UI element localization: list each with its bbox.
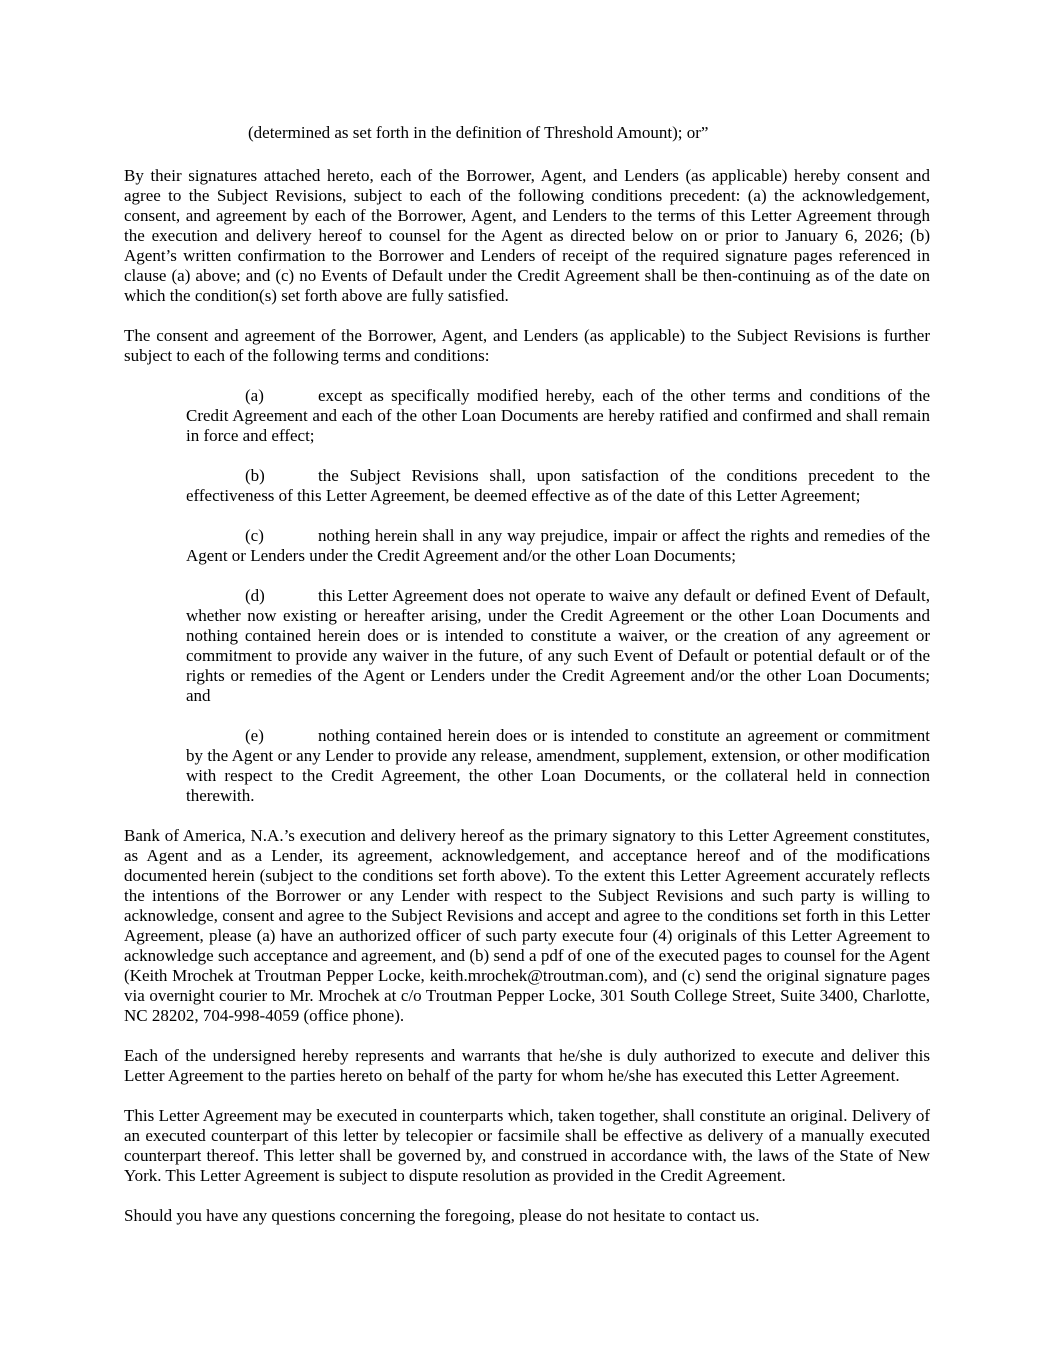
clause-b-marker: (b) xyxy=(245,466,265,485)
clause-b-text: the Subject Revisions shall, upon satisfaction of the conditions precedent to the effectiveness of this Letter Agreement, be deemed effective as of the date of this Letter Agreement; xyxy=(186,466,930,505)
clause-e-marker: (e) xyxy=(245,726,264,745)
paragraph-further-terms-intro: The consent and agreement of the Borrower, Agent, and Lenders (as applicable) to the Subject Revisions is further subject to each of the following terms and conditions: xyxy=(124,326,930,365)
paragraph-closing-questions: Should you have any questions concerning the foregoing, please do not hesitate to contact us. xyxy=(124,1206,760,1225)
clause-c-text: nothing herein shall in any way prejudice, impair or affect the rights and remedies of the Agent or Lenders under the Credit Agreement and/or the other Loan Documents; xyxy=(186,526,930,565)
clause-c-marker: (c) xyxy=(245,526,264,545)
clause-b xyxy=(186,466,930,506)
clause-e xyxy=(186,726,930,806)
paragraph-execution-instructions: Bank of America, N.A.’s execution and delivery hereof as the primary signatory to this Letter Agreement constitutes, as Agent and as a Lender, its agreement, acknowledgement, and acceptance hereof and of the modifications documented herein (subject to the conditions set forth above). To the extent this Letter Agreement accurately reflects the intentions of the Borrower or any Lender with respect to the Subject Revisions and such party is willing to acknowledge, consent and agree to the Subject Revisions and accept and agree to the conditions set forth in this Letter Agreement, please (a) have an authorized officer of such party execute four (4) originals of this Letter Agreement to acknowledge such acceptance and agreement, and (b) send a pdf of one of the executed pages to counsel for the Agent (Keith Mrochek at Troutman Pepper Locke, keith.mrochek@troutman.com), and (c) send the original signature pages via overnight courier to Mr. Mrochek at c/o Troutman Pepper Locke, 301 South College Street, Suite 3400, Charlotte, NC 28202, 704-998-4059 (office phone). xyxy=(124,826,930,1025)
paragraph-authority-representation: Each of the undersigned hereby represents and warrants that he/she is duly authorized to execute and deliver this Letter Agreement to the parties hereto on behalf of the party for whom he/she has executed this Letter Agreement. xyxy=(124,1046,930,1085)
paragraph-consent-conditions-precedent: By their signatures attached hereto, each of the Borrower, Agent, and Lenders (as applicable) hereby consent and agree to the Subject Revisions, subject to each of the following conditions precedent: (a) the acknowledgement, consent, and agreement by each of the Borrower, Agent, and Lenders to the terms of this Letter Agreement through the execution and delivery hereof to counsel for the Agent as directed below on or prior to January 6, 2026; (b) Agent’s written confirmation to the Borrower and Lenders of receipt of the required signature pages referenced in clause (a) above; and (c) no Events of Default under the Credit Agreement shall be then-continuing as of the date on which the condition(s) set forth above are fully satisfied. xyxy=(124,166,930,305)
clause-d-marker: (d) xyxy=(245,586,265,605)
clause-e-text: nothing contained herein does or is intended to constitute an agreement or commitment by the Agent or any Lender to provide any release, amendment, supplement, extension, or other modification with respect to the Credit Agreement, the other Loan Documents, or the collateral held in connection therewith. xyxy=(186,726,930,805)
clause-a-marker: (a) xyxy=(245,386,264,405)
clause-c xyxy=(186,526,930,566)
quoted-definition-fragment: (determined as set forth in the definition of Threshold Amount); or” xyxy=(248,123,709,142)
clause-a-text: except as specifically modified hereby, each of the other terms and conditions of the Credit Agreement and each of the other Loan Documents are hereby ratified and confirmed and shall remain in force and effect; xyxy=(186,386,930,445)
clause-d-text: this Letter Agreement does not operate to waive any default or defined Event of Default, whether now existing or hereafter arising, under the Credit Agreement or the other Loan Documents and nothing contained herein does or is intended to constitute a waiver, or the creation of any agreement or commitment to provide any waiver in the future, of any such Event of Default or potential default or of the rights or remedies of the Agent or Lenders under the Credit Agreement and/or the other Loan Documents; and xyxy=(186,586,930,705)
paragraph-counterparts-governing-law: This Letter Agreement may be executed in counterparts which, taken together, shall constitute an original. Delivery of an executed counterpart of this letter by telecopier or facsimile shall be effective as delivery of a manually executed counterpart thereof. This letter shall be governed by, and construed in accordance with, the laws of the State of New York. This Letter Agreement is subject to dispute resolution as provided in the Credit Agreement. xyxy=(124,1106,930,1185)
clause-d xyxy=(186,586,930,706)
clause-a xyxy=(186,386,930,446)
